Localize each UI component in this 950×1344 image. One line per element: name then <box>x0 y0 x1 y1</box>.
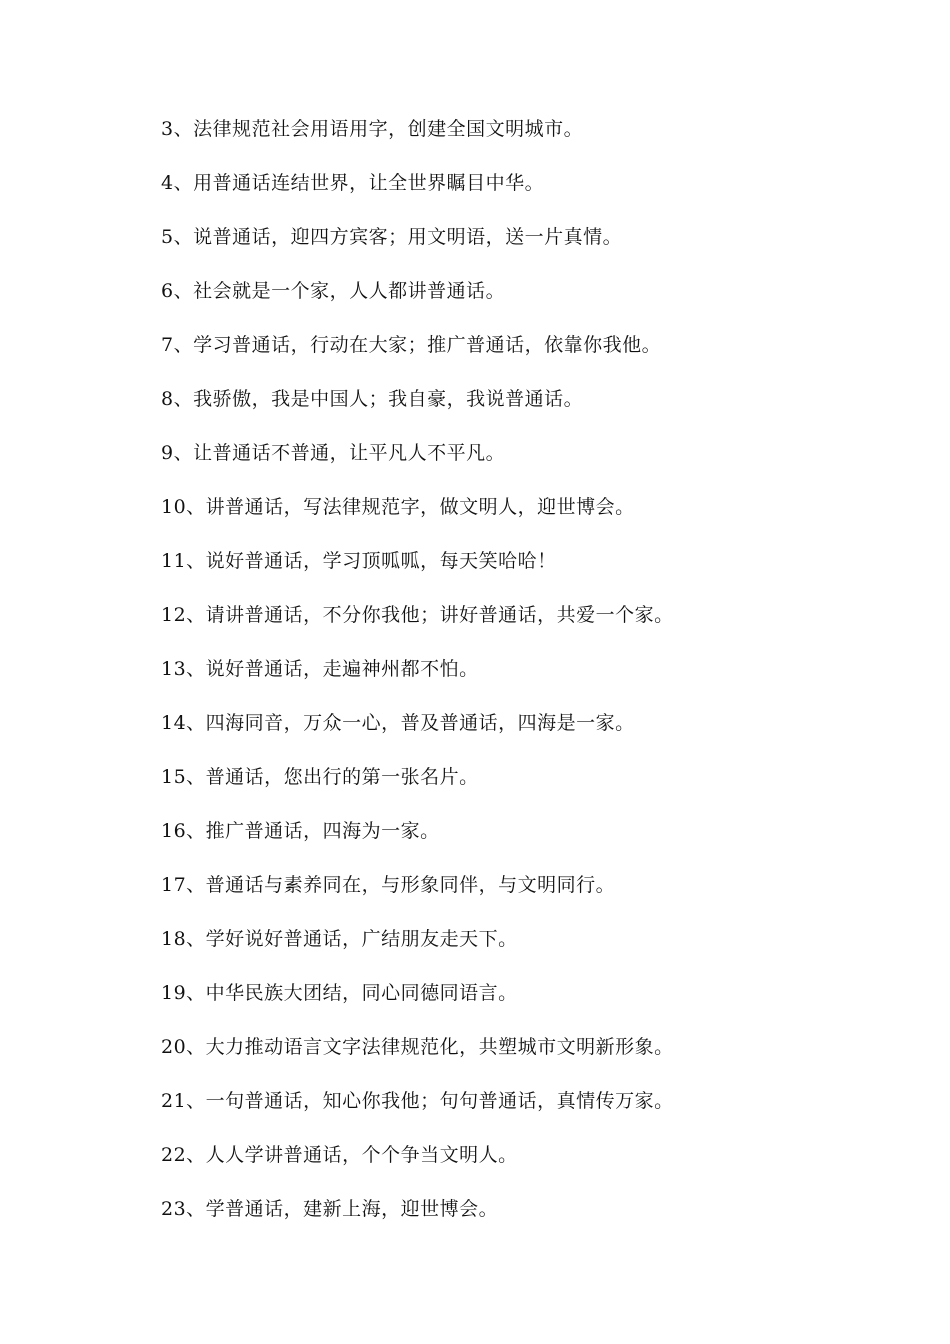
slogan-line: 6、社会就是一个家，人人都讲普通话。 <box>161 280 506 302</box>
slogan-line: 4、用普通话连结世界，让全世界瞩目中华。 <box>161 172 545 194</box>
slogan-line: 21、一句普通话，知心你我他；句句普通话，真情传万家。 <box>161 1090 674 1112</box>
slogan-line: 7、学习普通话，行动在大家；推广普通话，依靠你我他。 <box>161 334 662 356</box>
slogan-line: 23、学普通话，建新上海，迎世博会。 <box>161 1198 499 1220</box>
slogan-line: 5、说普通话，迎四方宾客；用文明语，送一片真情。 <box>161 226 623 248</box>
slogan-line: 11、说好普通话，学习顶呱呱，每天笑哈哈！ <box>161 550 557 572</box>
slogan-line: 19、中华民族大团结，同心同德同语言。 <box>161 982 518 1004</box>
slogan-line: 9、让普通话不普通，让平凡人不平凡。 <box>161 442 506 464</box>
slogan-line: 20、大力推动语言文字法律规范化，共塑城市文明新形象。 <box>161 1036 674 1058</box>
slogan-line: 13、说好普通话，走遍神州都不怕。 <box>161 658 479 680</box>
slogan-line: 22、人人学讲普通话，个个争当文明人。 <box>161 1144 518 1166</box>
slogan-line: 8、我骄傲，我是中国人；我自豪，我说普通话。 <box>161 388 584 410</box>
slogan-line: 16、推广普通话，四海为一家。 <box>161 820 440 842</box>
slogan-line: 12、请讲普通话，不分你我他；讲好普通话，共爱一个家。 <box>161 604 674 626</box>
slogan-list <box>161 114 881 1248</box>
slogan-line: 3、法律规范社会用语用字，创建全国文明城市。 <box>161 118 584 140</box>
slogan-line: 14、四海同音，万众一心，普及普通话，四海是一家。 <box>161 712 635 734</box>
slogan-line: 10、讲普通话，写法律规范字，做文明人，迎世博会。 <box>161 496 635 518</box>
slogan-line: 17、普通话与素养同在，与形象同伴，与文明同行。 <box>161 874 616 896</box>
slogan-line: 15、普通话，您出行的第一张名片。 <box>161 766 479 788</box>
slogan-line: 18、学好说好普通话，广结朋友走天下。 <box>161 928 518 950</box>
